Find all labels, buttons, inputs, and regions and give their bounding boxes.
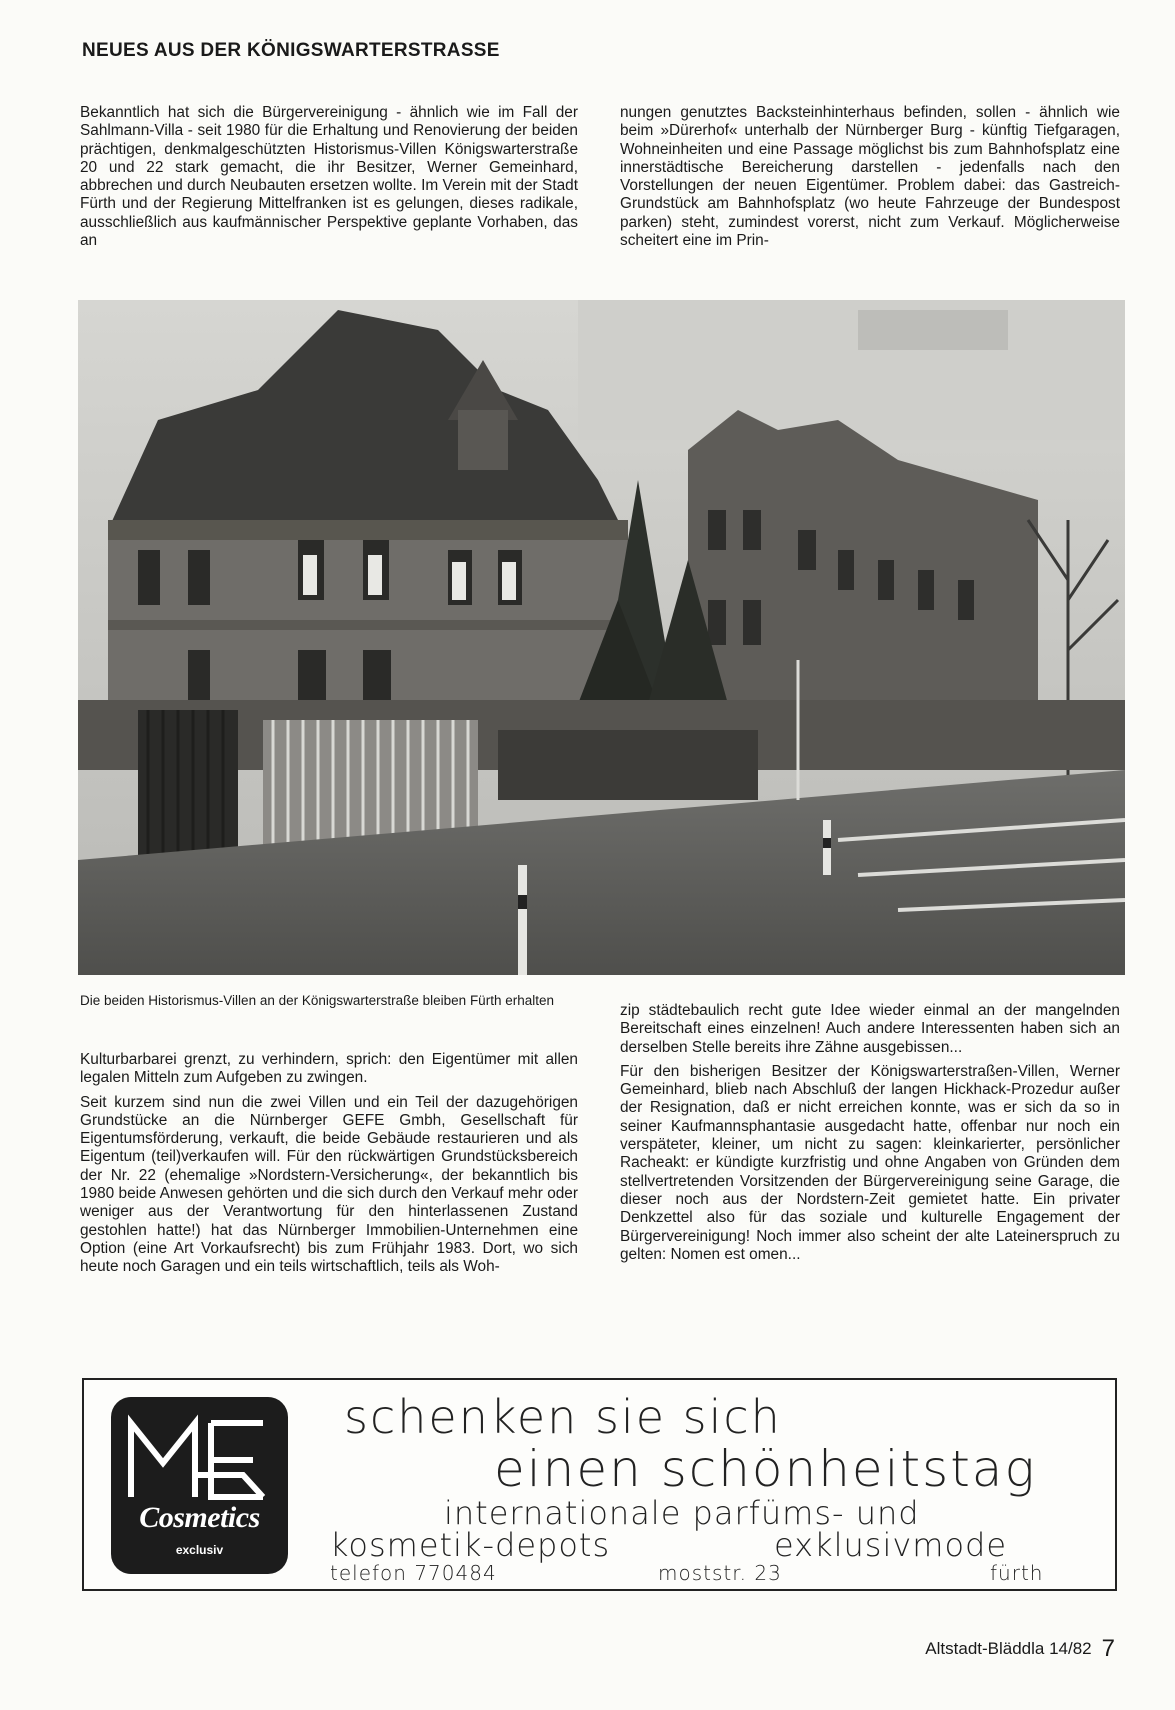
article-column-bottom-right: [620, 1002, 1120, 1270]
article-paragraph: Für den bisherigen Besitzer der Königswarterstraßen-Villen, Werner Gemeinhard, blieb nach Abschluß der langen Hickhack-Prozedur außer der Resignation, daß er nicht erreichen konnte, was er sich da so in seiner Kaufmannsphantasie ausgedacht hatte, offenbar nur noch ein verspäteter, kleiner, um nicht zu sagen: kleinkarierter, persönlicher Racheakt: er kündigte kurzfristig und ohne Angaben von Gründen dem stellvertretenden Vorsitzenden der Bürgervereinigung seine Garage, die dieser noch aus der Nordstern-Zeit gemietet hatte. Ein privater Denkzettel also für das soziale und kulturelle Engagement der Bürgervereinigung! Noch immer also scheint der alte Lateinerspruch zu gelten: Nomen est omen...: [620, 1062, 1120, 1263]
ad-phone: telefon 770484: [330, 1561, 497, 1585]
me-cosmetics-logo: [111, 1397, 288, 1574]
publication-issue: Altstadt-Bläddla 14/82: [925, 1639, 1092, 1658]
article-paragraph: Bekanntlich hat sich die Bürgervereinigung - ähnlich wie im Fall der Sahlmann-Villa - seit 1980 für die Erhaltung und Renovierung der beiden prächtigen, denkmalgeschützten Historismus-Villen Königswarterstraße 20 und 22 stark gemacht, die ihr Besitzer, Werner Gemeinhard, abbrechen und durch Neubauten ersetzen wollte. Im Verein mit der Stadt Fürth und der Regierung Mittelfranken ist es gelungen, dieses radikale, ausschließlich aus kaufmännischer Perspektive geplante Vorhaben, das an: [80, 104, 578, 250]
article-column-bottom-left: [80, 1051, 578, 1283]
ad-street: moststr. 23: [658, 1561, 782, 1585]
ad-offer-line-1: internationale parfüms- und: [444, 1494, 920, 1532]
cosmetics-advertisement: [82, 1378, 1117, 1591]
photo-caption: Die beiden Historismus-Villen an der Königswarterstraße bleiben Fürth erhalten: [80, 993, 554, 1008]
article-column-top-left: [80, 104, 578, 256]
article-paragraph: zip städtebaulich recht gute Idee wieder einmal an der mangelnden Bereitschaft eines einzelnen! Auch andere Interessenten haben sich an derselben Stelle bereits ihre Zähne ausgebissen...: [620, 1002, 1120, 1056]
page-footer: [925, 1635, 1115, 1663]
ad-slogan-line-1: schenken sie sich: [344, 1390, 782, 1444]
logo-brand-text: Cosmetics: [139, 1501, 260, 1534]
article-column-top-right: [620, 104, 1120, 256]
ad-slogan-line-2: einen schönheitstag: [494, 1440, 1037, 1498]
villa-photo-drawing: [78, 300, 1125, 975]
article-paragraph: Seit kurzem sind nun die zwei Villen und ein Teil der dazugehörigen Grundstücke an die Nürnberger GEFE Gmbh, Gesellschaft für Eigentumsförderung, verkauft, die beide Gebäude restaurieren und als Eigentum (teil)verkaufen will. Für den rückwärtigen Grundstücksbereich der Nr. 22 (ehemalige »Nordstern-Versicherung«, der bekanntlich bis 1980 beide Anwesen gehörten und die sich durch den Verkauf mehr oder weniger aus der Verantwortung für den hinterlassenen Zustand gestohlen hatte!) hat das Nürnberger Immobilien-Unternehmen eine Option (eine Art Vorkaufsrecht) bis zum Frühjahr 1983. Dort, wo sich heute noch Garagen und ein teils wirtschaftlich, teils als Woh-: [80, 1093, 578, 1276]
page-number: 7: [1101, 1635, 1115, 1662]
ad-city: fürth: [990, 1561, 1044, 1585]
villa-photo: [78, 300, 1125, 975]
ad-offer-line-2: kosmetik-depots: [330, 1526, 611, 1564]
article-paragraph: Kulturbarbarei grenzt, zu verhindern, sprich: den Eigentümer mit allen legalen Mitteln zum Aufgeben zu zwingen.: [80, 1051, 578, 1087]
ad-offer-line-3: exklusivmode: [774, 1526, 1008, 1564]
article-paragraph: nungen genutztes Backsteinhinterhaus befinden, sollen - ähnlich wie beim »Dürerhof« unterhalb der Nürnberger Burg - künftig Tiefgaragen, Wohneinheiten und eine Passage möglichst bis zum Bahnhofsplatz eine innerstädtische Bereicherung darstellen - jedenfalls nach den Vorstellungen der neuen Eigentümer. Problem dabei: das Gastreich-Grundstück am Bahnhofsplatz (wo heute Fahrzeuge der Bundespost parken) steht, zumindest vorerst, nicht zum Verkauf. Möglicherweise scheitert eine im Prin-: [620, 104, 1120, 250]
logo-subtitle: exclusiv: [175, 1543, 224, 1557]
article-headline: NEUES AUS DER KÖNIGSWARTERSTRASSE: [82, 40, 500, 61]
me-monogram-icon: [123, 1413, 273, 1501]
